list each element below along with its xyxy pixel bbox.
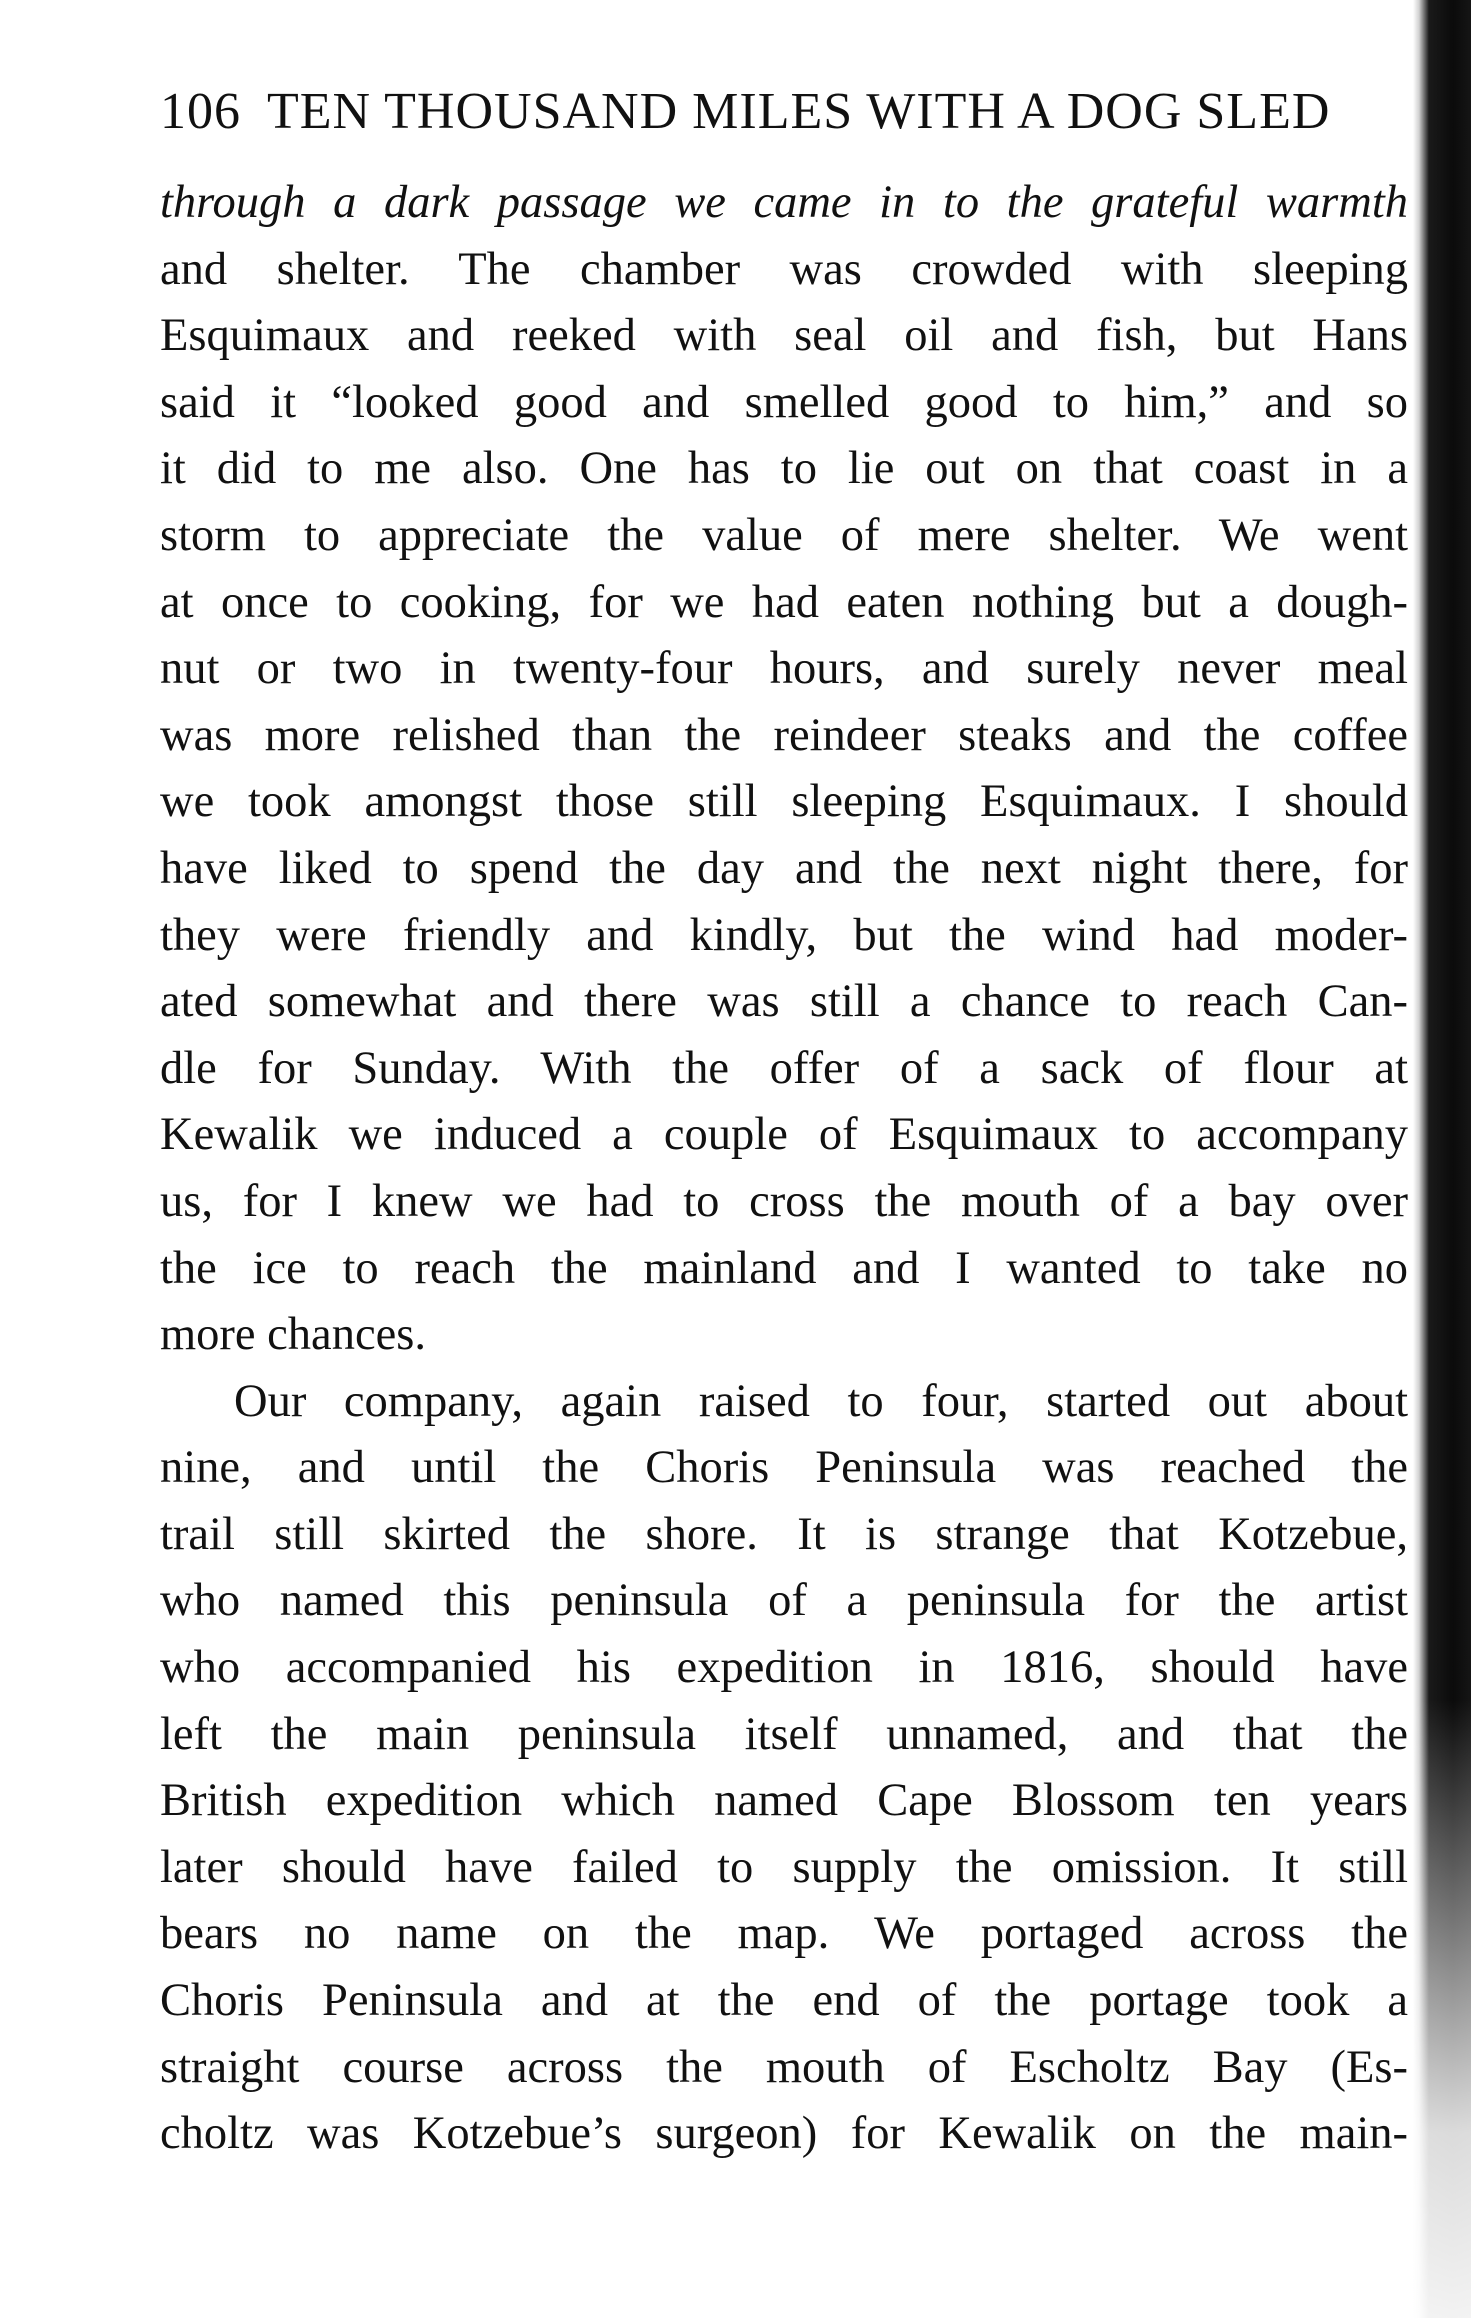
text-line: ated somewhat and there was still a chance to reach Can- <box>160 976 1408 1028</box>
text-line: storm to appreciate the value of mere shelter. We went <box>160 509 1408 561</box>
text-line: was more relished than the reindeer steaks and the coffee <box>160 709 1408 761</box>
text-line: through a dark passage we came in to the grateful warmth <box>160 177 1408 228</box>
text-line: it did to me also. One has to lie out on that coast in a <box>160 443 1408 495</box>
text-line: bears no name on the map. We portaged across the <box>160 1908 1408 1960</box>
text-line: we took amongst those still sleeping Esquimaux. I should <box>160 776 1408 828</box>
text-line: Our company, again raised to four, started out about <box>234 1375 1408 1427</box>
text-line: said it “looked good and smelled good to him,” and so <box>160 376 1408 428</box>
text-line: nut or two in twenty-four hours, and surely never meal <box>160 643 1408 695</box>
page-binding-edge-fade <box>1413 1700 1471 2318</box>
text-line: more chances. <box>160 1309 426 1361</box>
text-line: Kewalik we induced a couple of Esquimaux to accompany <box>160 1109 1408 1161</box>
text-line: later should have failed to supply the omission. It still <box>160 1841 1408 1893</box>
running-header <box>160 82 1400 141</box>
text-line: us, for I knew we had to cross the mouth of a bay over <box>160 1175 1408 1227</box>
text-line: dle for Sunday. With the offer of a sack of flour at <box>160 1042 1408 1094</box>
page-number: 106 <box>160 83 241 140</box>
running-title: TEN THOUSAND MILES WITH A DOG SLED <box>267 83 1331 140</box>
text-line: at once to cooking, for we had eaten nothing but a dough- <box>160 576 1408 628</box>
body-text <box>160 170 1408 2168</box>
text-line: have liked to spend the day and the next night there, for <box>160 842 1408 894</box>
text-line: left the main peninsula itself unnamed, and that the <box>160 1708 1408 1760</box>
text-line: the ice to reach the mainland and I wanted to take no <box>160 1242 1408 1294</box>
text-line: they were friendly and kindly, but the wind had moder- <box>160 909 1408 961</box>
text-line: straight course across the mouth of Escholtz Bay (Es- <box>160 2041 1408 2093</box>
text-line: trail still skirted the shore. It is strange that Kotzebue, <box>160 1508 1408 1560</box>
text-line: and shelter. The chamber was crowded with sleeping <box>160 243 1408 295</box>
text-line: nine, and until the Choris Peninsula was reached the <box>160 1442 1408 1494</box>
text-line: Choris Peninsula and at the end of the portage took a <box>160 1975 1408 2027</box>
text-line: who named this peninsula of a peninsula for the artist <box>160 1575 1408 1627</box>
text-line: who accompanied his expedition in 1816, should have <box>160 1642 1408 1694</box>
text-line: choltz was Kotzebue’s surgeon) for Kewalik on the main- <box>160 2108 1408 2160</box>
text-line: Esquimaux and reeked with seal oil and fish, but Hans <box>160 310 1408 362</box>
text-line: British expedition which named Cape Blossom ten years <box>160 1775 1408 1827</box>
